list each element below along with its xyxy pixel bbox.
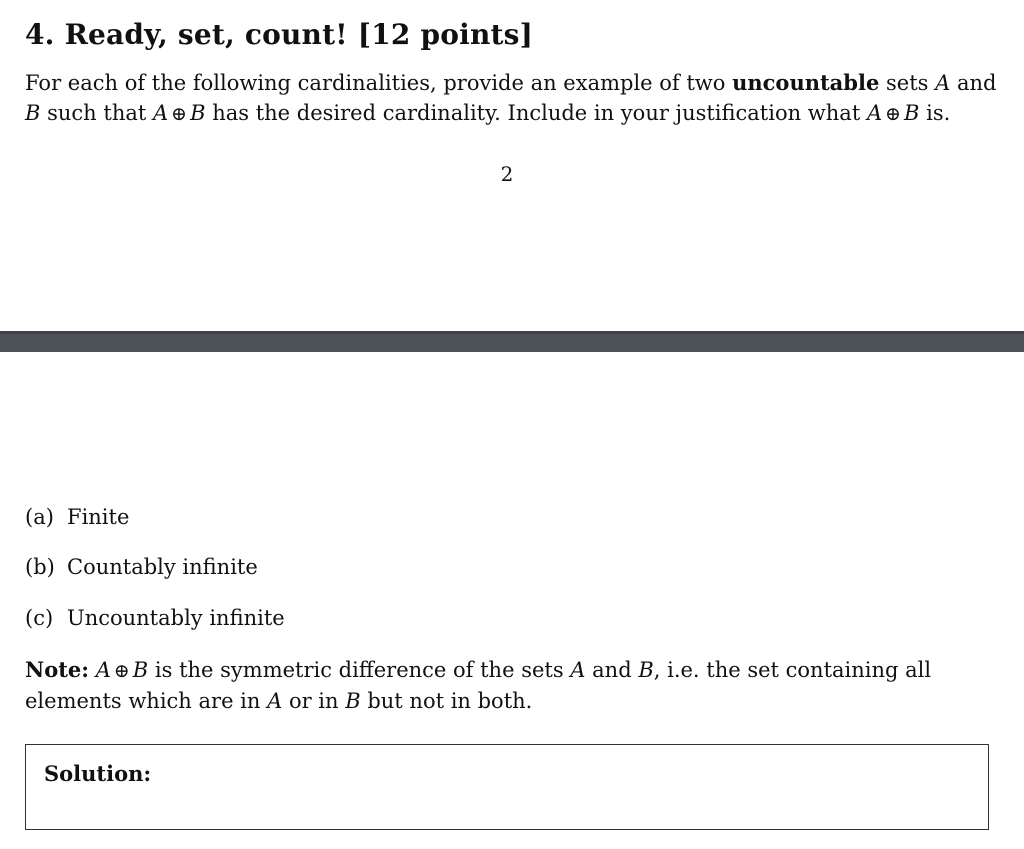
note-text: , i.e. the set containing all [653, 658, 932, 682]
note-text: is the symmetric difference of the sets [148, 658, 571, 682]
item-text: Finite [67, 505, 130, 529]
math-var-b: B [638, 658, 654, 682]
intro-text: and [950, 71, 997, 95]
intro-line-2 [25, 98, 995, 129]
oplus-symbol: ⊕ [171, 103, 188, 125]
item-label: (c) [25, 606, 54, 630]
note-paragraph [25, 655, 995, 716]
solution-box[interactable] [25, 744, 989, 830]
note-text: but not in both. [360, 689, 533, 713]
item-text: Uncountably infinite [67, 606, 285, 630]
page-break-divider [0, 331, 1024, 352]
item-label: (a) [25, 505, 54, 529]
math-var-a: A [570, 658, 586, 682]
oplus-symbol: ⊕ [885, 103, 902, 125]
note-label: Note: [25, 657, 90, 682]
math-var-b: B [25, 101, 41, 125]
intro-text: is. [919, 101, 951, 125]
problem-title-text: 4. Ready, set, count! [25, 18, 348, 51]
item-text: Countably infinite [67, 555, 258, 579]
intro-text: such that [40, 101, 153, 125]
intro-line-1 [25, 68, 995, 98]
problem-intro [25, 68, 995, 129]
list-item [25, 505, 129, 529]
list-item [25, 606, 285, 630]
oplus-symbol: ⊕ [113, 660, 130, 682]
note-line-1 [25, 655, 995, 686]
math-var-a: A [95, 658, 111, 682]
math-var-b: B [132, 658, 149, 682]
math-var-a: A [267, 689, 283, 713]
math-var-b: B [345, 689, 361, 713]
note-text: elements which are in [25, 689, 268, 713]
list-item [25, 555, 258, 579]
intro-text: For each of the following cardinalities, provide an example of two [25, 71, 733, 95]
intro-bold-uncountable: uncountable [732, 70, 880, 95]
math-var-a: A [935, 71, 951, 95]
page-number: 2 [500, 162, 514, 186]
problem-points: [12 points] [357, 18, 534, 51]
item-label: (b) [25, 555, 55, 579]
intro-text: has the desired cardinality. Include in your justification what [205, 101, 867, 125]
intro-text: sets [879, 71, 936, 95]
math-var-b: B [190, 101, 206, 125]
math-var-a: A [152, 101, 169, 125]
note-text: and [585, 658, 639, 682]
math-var-a: A [866, 101, 883, 125]
solution-label: Solution: [44, 761, 152, 786]
note-line-2 [25, 686, 995, 716]
note-text: or in [282, 689, 346, 713]
problem-title [25, 18, 533, 51]
math-var-b: B [904, 101, 920, 125]
